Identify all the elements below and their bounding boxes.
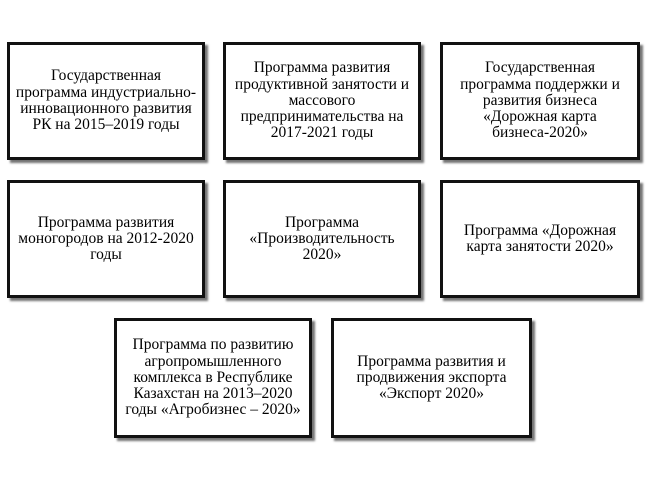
- program-box-productive-employment: [223, 42, 421, 160]
- program-box-productivity: [223, 180, 421, 298]
- program-label: Программа развития продуктивной занятости и массового предпринимательства на 2017-2021 годы: [234, 59, 410, 142]
- program-box-monotowns: [7, 180, 205, 298]
- program-box-agribusiness: [114, 318, 312, 438]
- program-label: Программа по развитию агропромышленного комплекса в Республике Казахстан на 2013–2020 годы «Агробизнес – 2020»: [125, 336, 301, 419]
- program-label: Программа «Дорожная карта занятости 2020»: [463, 221, 617, 255]
- program-label: Программа «Производительность 2020»: [249, 213, 395, 264]
- program-label: Программа развития моногородов на 2012-2020 годы: [18, 213, 194, 264]
- program-box-industrial-innovation: [7, 42, 205, 160]
- program-box-employment-roadmap: [440, 180, 640, 298]
- program-box-export: [331, 318, 532, 438]
- program-label: Государственная программа индустриально-инновационного развития РК на 2015–2019 годы: [15, 67, 197, 134]
- program-label: Государственная программа поддержки и развития бизнеса «Дорожная карта бизнеса-2020»: [460, 59, 620, 142]
- program-box-business-roadmap: [440, 42, 640, 160]
- program-label: Программа развития и продвижения экспорта «Экспорт 2020»: [356, 352, 507, 403]
